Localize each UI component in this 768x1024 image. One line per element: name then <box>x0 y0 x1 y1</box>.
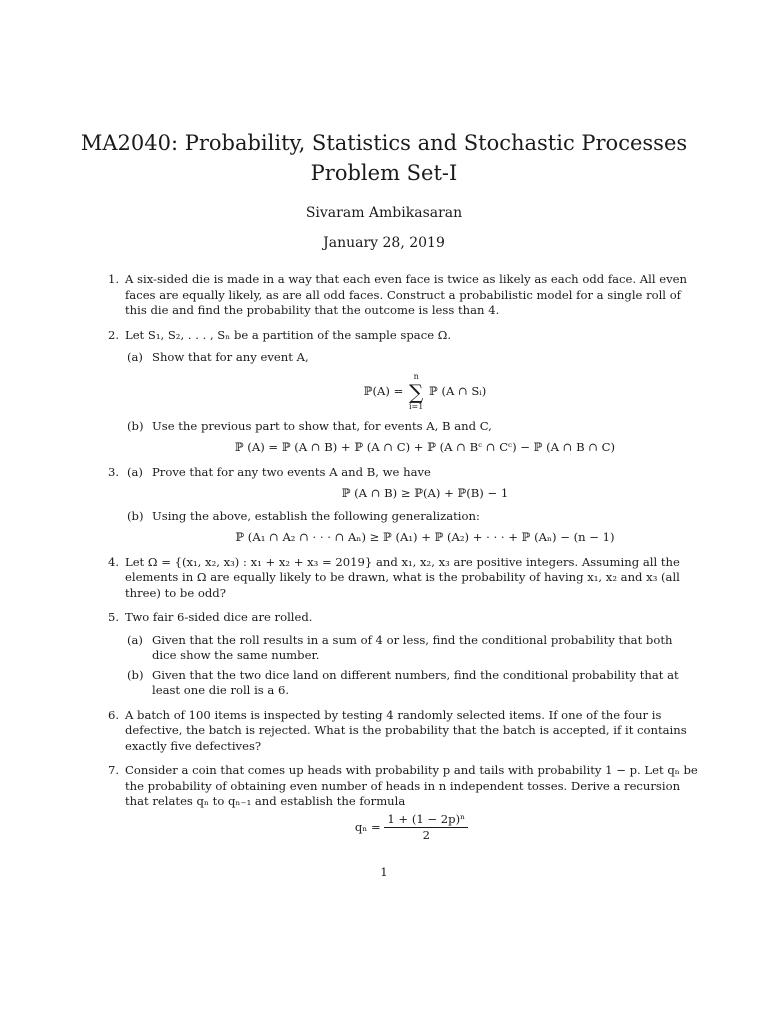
problem-text: A six-sided die is made in a way that each even face is twice as likely as each odd face. All even faces are equally likely, as are all odd faces. Construct a probabilistic model for a single roll of this die and find the probability that the outcome is less than 4. <box>125 272 687 317</box>
subpart-label: (a) <box>127 350 143 364</box>
problem-2 <box>108 328 698 456</box>
page-number: 1 <box>380 865 388 879</box>
problem-text: Let Ω = {(x₁, x₂, x₃) : x₁ + x₂ + x₃ = 2019} and x₁, x₂, x₃ are positive integers. Assuming all the elements in Ω are equally likely to be drawn, what is the probability of having x₁, x₂ and x₃ (all three) to be odd? <box>125 554 680 600</box>
subpart-text: Show that for any event A, <box>152 350 309 364</box>
equation: ℙ (A) = ℙ (A ∩ B) + ℙ (A ∩ C) + ℙ (A ∩ Bᶜ ∩ Cᶜ) − ℙ (A ∩ B ∩ C) <box>234 440 616 454</box>
problem-3 <box>108 465 698 546</box>
problem-text: Consider a coin that comes up heads with probability p and tails with probability 1 − p. Let qₙ be the probability of obtaining even number of heads in n independent tosses. Derive a recursion that relates qₙ to qₙ₋₁ and establish the formula <box>125 763 698 808</box>
problem-text: A batch of 100 items is inspected by testing 4 randomly selected items. If one of the four is defective, the batch is rejected. What is the probability that the batch is accepted, if it contains exactly five defectives? <box>125 707 687 753</box>
problem-number: 1. <box>108 272 120 286</box>
equation-lhs: ℙ(A) = <box>363 383 404 398</box>
subpart-text: Given that the roll results in a sum of 4 or less, find the conditional probability that both dice show the same number. <box>152 632 673 662</box>
subpart-b <box>125 668 698 699</box>
equation <box>125 812 698 844</box>
fraction-numerator: 1 + (1 − 2p)ⁿ <box>384 812 468 829</box>
sum-lower-limit: i=1 <box>409 401 424 411</box>
title-line-1: MA2040: Probability, Statistics and Stochastic Processes <box>80 131 688 155</box>
subpart-label: (b) <box>127 667 144 682</box>
subpart-a <box>125 350 698 412</box>
problem-1 <box>108 272 698 319</box>
problem-number: 2. <box>108 327 120 342</box>
subpart-text: Using the above, establish the following generalization: <box>152 508 480 523</box>
author: Sivaram Ambikasaran <box>305 205 463 221</box>
subpart-label: (b) <box>127 418 144 433</box>
subpart-label: (a) <box>127 464 143 479</box>
subpart-a <box>125 633 698 664</box>
problem-number: 4. <box>108 554 120 569</box>
subpart-b <box>125 419 698 456</box>
subpart-text: Given that the two dice land on different numbers, find the conditional probability that at least one die roll is a 6. <box>152 667 679 697</box>
problem-number: 5. <box>108 610 120 624</box>
problem-number: 6. <box>108 707 120 722</box>
fraction-denominator: 2 <box>422 828 430 842</box>
title-block <box>0 128 768 254</box>
problem-number: 3. <box>108 464 120 479</box>
subpart-text: Use the previous part to show that, for events A, B and C, <box>152 418 492 433</box>
equation-rhs: ℙ (A ∩ Sᵢ) <box>429 383 487 398</box>
title-line-2: Problem Set-I <box>310 161 458 185</box>
subpart-label: (a) <box>127 632 143 647</box>
equation: ℙ (A₁ ∩ A₂ ∩ · · · ∩ Aₙ) ≥ ℙ (A₁) + ℙ (A₂) + · · · + ℙ (Aₙ) − (n − 1) <box>235 530 615 544</box>
subpart-b <box>125 509 698 546</box>
subpart-a <box>125 465 698 502</box>
summation <box>409 372 423 412</box>
problem-7 <box>108 763 698 844</box>
date: January 28, 2019 <box>323 235 445 251</box>
problem-text: Two fair 6-sided dice are rolled. <box>125 610 313 624</box>
subpart-label: (b) <box>127 508 144 523</box>
document-title <box>0 128 768 188</box>
problem-text: Let S₁, S₂, . . . , Sₙ be a partition of the sample space Ω. <box>125 327 452 342</box>
problem-number: 7. <box>108 763 120 777</box>
fraction <box>384 812 468 844</box>
problem-4 <box>108 555 698 602</box>
sum-upper-limit: n <box>413 371 419 381</box>
sigma-symbol: ∑ <box>409 379 424 404</box>
equation-lhs: qₙ = <box>354 819 381 834</box>
equation: ℙ (A ∩ B) ≥ ℙ(A) + ℙ(B) − 1 <box>341 486 509 500</box>
subpart-text: Prove that for any two events A and B, we have <box>152 464 431 479</box>
problem-6 <box>108 708 698 755</box>
problem-list <box>108 272 698 853</box>
equation <box>152 372 698 412</box>
problem-5 <box>108 610 698 699</box>
